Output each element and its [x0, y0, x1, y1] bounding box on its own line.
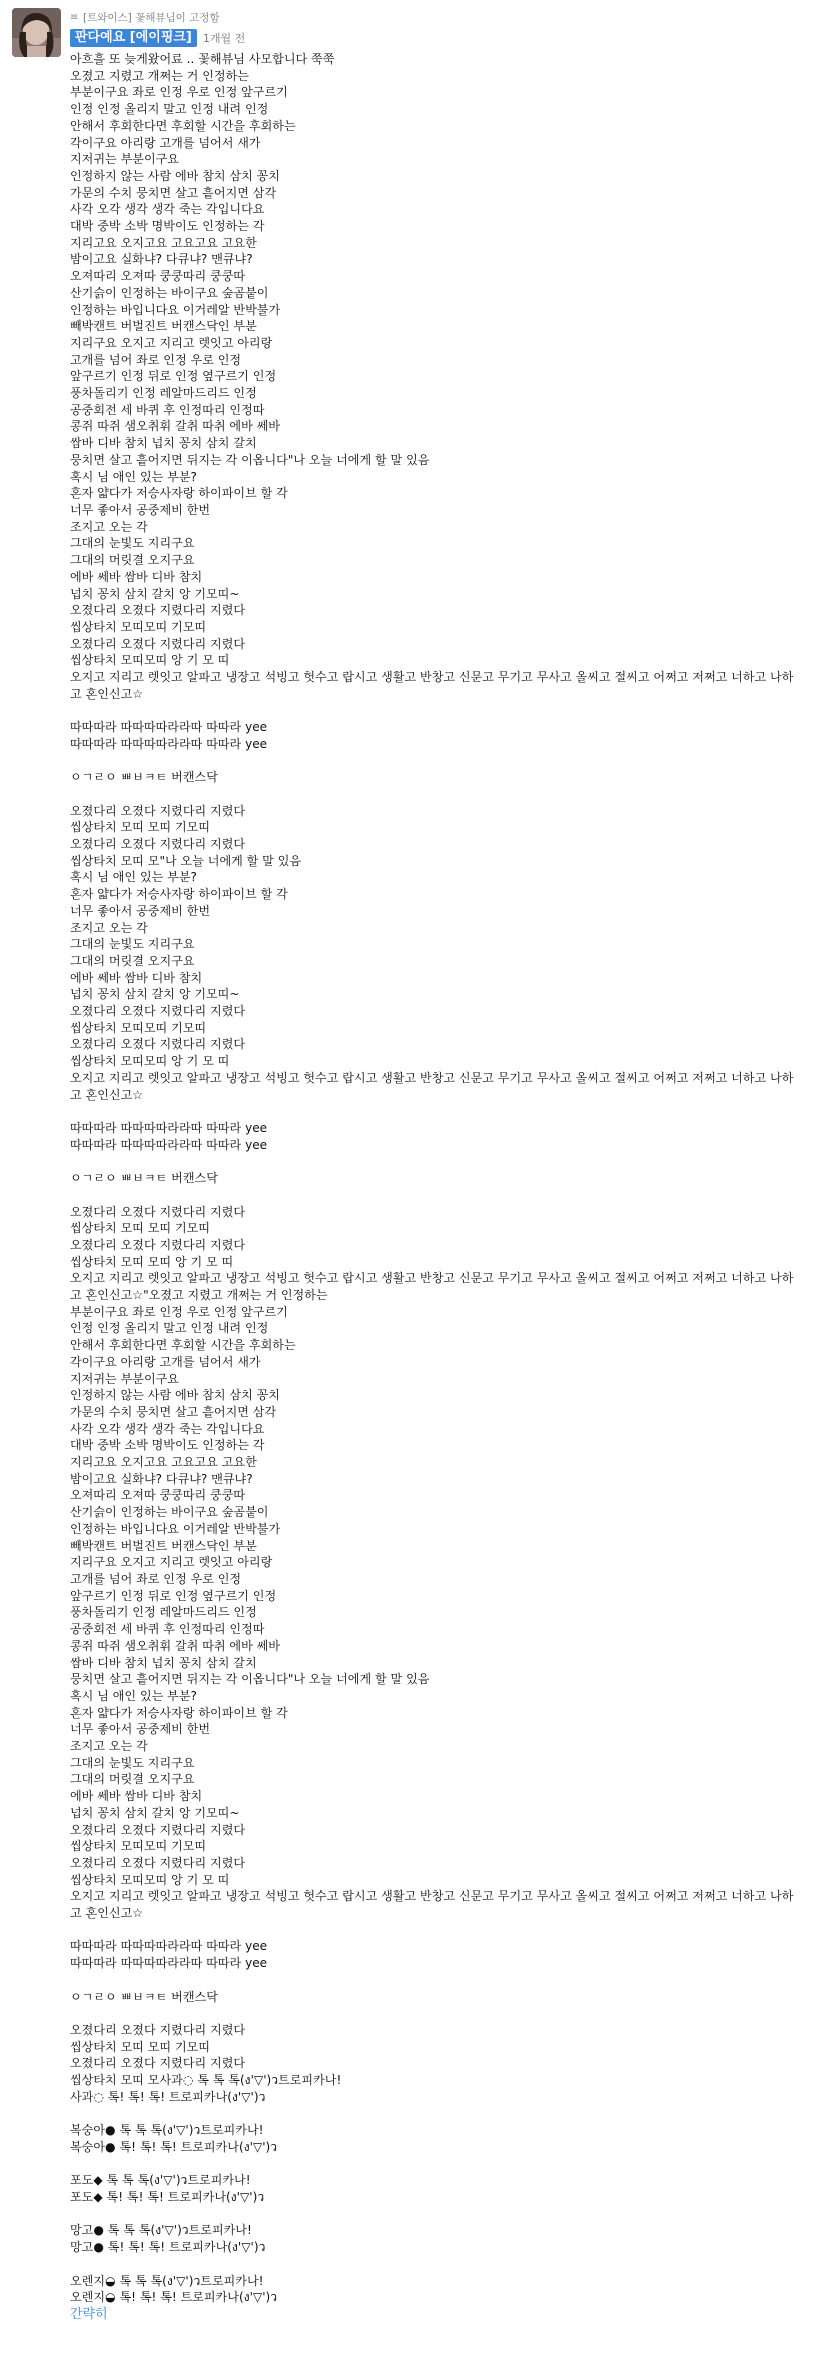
comment-text: 아흐흘 또 늦게왔어료 .. 꽃해뷰님 사모합니다 쭉쭉 오졌고 지렸고 개쩌는 거 인정하는 부분이구요 좌로 인정 우로 인정 앞구르기 인정 인정 올리지 말고 인정 내려 인정 안해서 후회한다면 후회할 시간을 후회하는 각이구요 아리랑 고개를 넘어서 새가 지저귀는 부분이구요 인정하지 않는 사람 에바 참치 삼치 꽁치 가문의 수치 뭉치면 살고 흩어지면 삼각 사각 오각 생각 생각 죽는 각입니다요 대박 중박 소박 명박이도 인정하는 각 지리고요 오지고요 고요고요 고요한 밤이고요 실화냐? 다큐냐? 맨큐냐? 오져따리 오져따 쿵쿵따리 쿵쿵따 산기슭이 인정하는 바이구요 숲곰붙이 인정하는 바입니다요 이거레알 반박불가 빼박캔트 버벌진트 버캔스닥인 부분 지리구요 오지고 지리고 렛잇고 아리랑 고개를 넘어 좌로 인정 우로 인정 앞구르기 인정 뒤로 인정 옆구르기 인정 풍차돌리기 인정 레알마드리드 인정 공중회전 세 바퀴 후 인정따리 인정따 콩쥐 따쥐 샘오취휘 갈취 따취 에바 쎄바 쌈바 디바 참치 넙치 꽁치 삼치 갈치 뭉치면 살고 흩어지면 뒤지는 각 이옵니다"나 오늘 너에게 할 말 있음 혹시 님 애인 있는 부분? 혼자 얇다가 저승사자랑 하이파이브 할 각 너무 좋아서 공중제비 한번 조지고 오는 각 그대의 눈빛도 지리구요 그대의 머릿결 오지구요 에바 쎄바 쌈바 디바 참치 넙치 꽁치 삼치 갈치 앙 기모띠~ 오졌다리 오졌다 지렸다리 지렸다 씹상타치 모띠모띠 기모띠 오졌다리 오졌다 지렸다리 지렸다 씹상타치 모띠모띠 앙 기 모 띠 오지고 지리고 렛잇고 알파고 냉장고 석빙고 헛수고 랍시고 생활고 반창고 신문고 무기고 무사고 올씨고 절씨고 어쩌고 저쩌고 너하고 나하고 혼인신고☆ 따따따라 따따따따라라따 따따라 yee 따따따라 따따따따라라따 따따라 yee ㅇㄱㄹㅇ ㅃㅂㅋㅌ 버캔스닥 오졌다리 오졌다 지렸다리 지렸다 씹상타치 모띠 모띠 기모띠 오졌다리 오졌다 지렸다리 지렸다 씹상타치 모띠 모"나 오늘 너에게 할 말 있음 혹시 님 애인 있는 부분? 혼자 얇다가 저승사자랑 하이파이브 할 각 너무 좋아서 공중제비 한번 조지고 오는 각 그대의 눈빛도 지리구요 그대의 머릿결 오지구요 에바 쎄바 쌈바 디바 참치 넙치 꽁치 삼치 갈치 앙 기모띠~ 오졌다리 오졌다 지렸다리 지렸다 씹상타치 모띠모띠 기모띠 오졌다리 오졌다 지렸다리 지렸다 씹상타치 모띠모띠 앙 기 모 띠 오지고 지리고 렛잇고 알파고 냉장고 석빙고 헛수고 랍시고 생활고 반창고 신문고 무기고 무사고 올씨고 절씨고 어쩌고 저쩌고 너하고 나하고 혼인신고☆ 따따따라 따따따따라라따 따따라 yee 따따따라 따따따따라라따 따따라 yee ㅇㄱㄹㅇ ㅃㅂㅋㅌ 버캔스닥 오졌다리 오졌다 지렸다리 지렸다 씹상타치 모띠 모띠 기모띠 오졌다리 오졌다 지렸다리 지렸다 씹상타치 모띠 모띠 앙 기 모 띠 오지고 지리고 렛잇고 알파고 냉장고 석빙고 헛수고 랍시고 생활고 반창고 신문고 무기고 무사고 올씨고 절씨고 어쩌고 저쩌고 너하고 나하고 혼인신고☆"오졌고 지렸고 개쩌는 거 인정하는 부분이구요 좌로 인정 우로 인정 앞구르기 인정 인정 올리지 말고 인정 내려 인정 안해서 후회한다면 후회할 시간을 후회하는 각이구요 아리랑 고개를 넘어서 새가 지저귀는 부분이구요 인정하지 않는 사람 에바 참치 삼치 꽁치 가문의 수치 뭉치면 살고 흩어지면 삼각 사각 오각 생각 생각 죽는 각입니다요 대박 중박 소박 명박이도 인정하는 각 지리고요 오지고요 고요고요 고요한 밤이고요 실화냐? 다큐냐? 맨큐냐? 오져따리 오져따 쿵쿵따리 쿵쿵따 산기슭이 인정하는 바이구요 숲곰붙이 인정하는 바입니다요 이거레알 반박불가 빼박캔트 버벌진트 버캔스닥인 부분 지리구요 오지고 지리고 렛잇고 아리랑 고개를 넘어 좌로 인정 우로 인정 앞구르기 인정 뒤로 인정 옆구르기 인정 풍차돌리기 인정 레알마드리드 인정 공중회전 세 바퀴 후 인정따리 인정따 콩쥐 따쥐 샘오취휘 갈취 따취 에바 쎄바 쌈바 디바 참치 넙치 꽁치 삼치 갈치 뭉치면 살고 흩어지면 뒤지는 각 이옵니다"나 오늘 너에게 할 말 있음 혹시 님 애인 있는 부분? 혼자 얇다가 저승사자랑 하이파이브 할 각 너무 좋아서 공중제비 한번 조지고 오는 각 그대의 눈빛도 지리구요 그대의 머릿결 오지구요 에바 쎄바 쌈바 디바 참치 넙치 꽁치 삼치 갈치 앙 기모띠~ 오졌다리 오졌다 지렸다리 지렸다 씹상타치 모띠모띠 기모띠 오졌다리 오졌다 지렸다리 지렸다 씹상타치 모띠모띠 앙 기 모 띠 오지고 지리고 렛잇고 알파고 냉장고 석빙고 헛수고 랍시고 생활고 반창고 신문고 무기고 무사고 올씨고 절씨고 어쩌고 저쩌고 너하고 나하고 혼인신고☆ 따따따라 따따따따라라따 따따라 yee 따따따라 따따따따라라따 따따라 yee ㅇㄱㄹㅇ ㅃㅂㅋㅌ 버캔스닥 오졌다리 오졌다 지렸다리 지렸다 씹상타치 모띠 모띠 기모띠 오졌다리 오졌다 지렸다리 지렸다 씹상타치 모띠 모사과◌ 톡 톡 톡(ง'▽')ว트로피카나! 사과◌ 톡! 톡! 톡! 트로피카나(ง'▽')ว 복숭아● 톡 톡 톡(ง'▽')ว트로피카나! 복숭아● 톡! 톡! 톡! 트로피카나(ง'▽')ว 포도◆ 톡 톡 톡(ง'▽')ว트로피카나! 포도◆ 톡! 톡! 톡! 트로피카나(ง'▽')ว 망고● 톡 톡 톡(ง'▽')ว트로피카나! 망고● 톡! 톡! 톡! 트로피카나(ง'▽')ว 오렌지◒ 톡 톡 톡(ง'▽')ว트로피카나! 오렌지◒ 톡! 톡! 톡! 트로피카나(ง'▽')ว	[70, 52, 794, 2305]
avatar-image	[12, 8, 61, 57]
comment-content	[70, 8, 805, 2324]
pin-icon: ≡	[70, 11, 79, 23]
show-less-button[interactable]: 간략히	[70, 2306, 108, 2322]
avatar[interactable]	[12, 8, 61, 57]
author-row	[70, 27, 805, 49]
author-name[interactable]: 판다예요 [에이핑크]	[70, 29, 197, 47]
pinned-label: [트와이스] 꽃해뷰님이 고정함	[83, 11, 220, 24]
comment-time[interactable]: 1개월 전	[202, 32, 246, 45]
pinned-label-row	[70, 8, 805, 26]
